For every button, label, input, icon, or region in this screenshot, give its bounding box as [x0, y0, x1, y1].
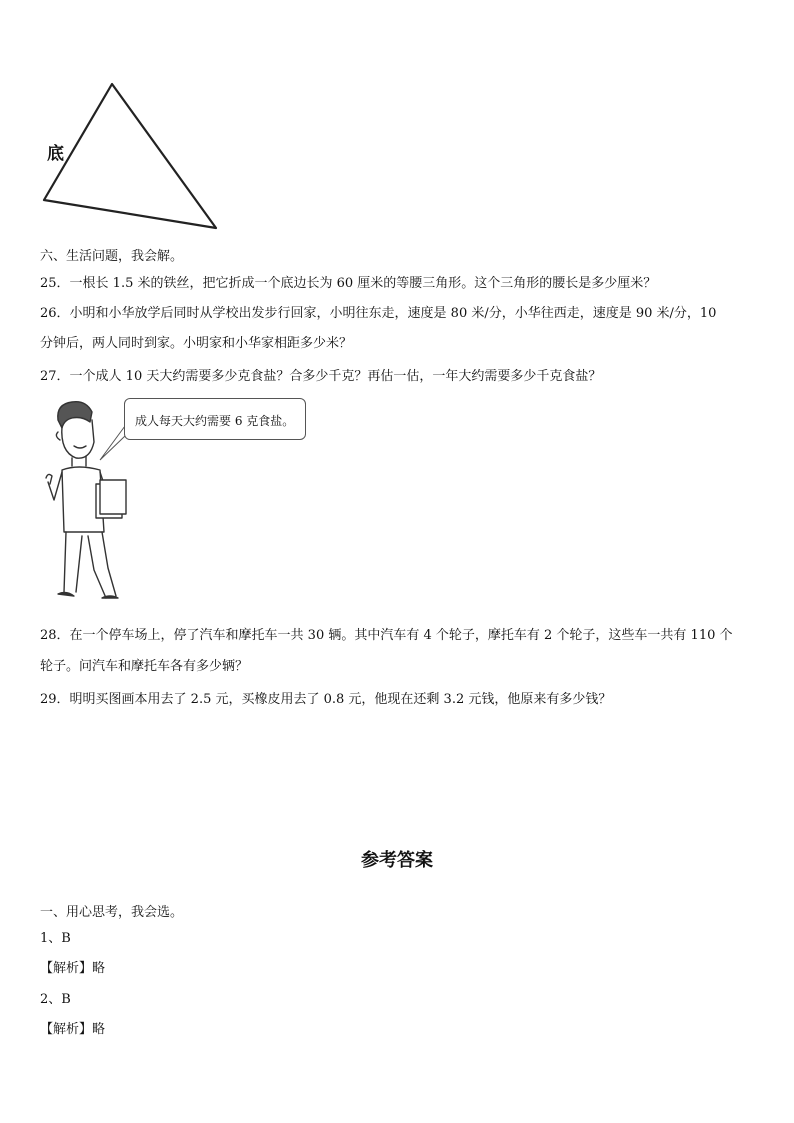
section-heading: 六、生活问题，我会解。: [40, 249, 184, 264]
answers-section-heading: 一、用心思考，我会选。: [40, 905, 184, 920]
speech-bubble-text: 成人每天大约需要 6 克食盐。: [135, 414, 295, 428]
question-26-line2: 分钟后，两人同时到家。小明家和小华家相距多少米？: [40, 336, 353, 351]
question-27: 27．一个成人 10 天大约需要多少克食盐？合多少千克？再估一估，一年大约需要多少千克食盐？: [40, 369, 602, 384]
triangle-base-label: 底: [47, 144, 64, 164]
question-25: 25．一根长 1.5 米的铁丝，把它折成一个底边长为 60 厘米的等腰三角形。这个三角形的腰长是多少厘米？: [40, 276, 657, 291]
question-28-line2: 轮子。问汽车和摩托车各有多少辆？: [40, 659, 249, 674]
question-28-line1: 28．在一个停车场上，停了汽车和摩托车一共 30 辆。其中汽车有 4 个轮子，摩托车有 2 个轮子，这些车一共有 110 个: [40, 628, 733, 643]
answer-1-analysis: 【解析】略: [40, 961, 106, 976]
answer-2: 2、B: [40, 992, 71, 1007]
triangle-figure: [40, 78, 230, 238]
question-26-line1: 26．小明和小华放学后同时从学校出发步行回家，小明往东走，速度是 80 米/分，小华往西走，速度是 90 米/分，10: [40, 306, 717, 321]
question-29: 29．明明买图画本用去了 2.5 元，买橡皮用去了 0.8 元，他现在还剩 3.2 元钱，他原来有多少钱？: [40, 692, 612, 707]
answer-2-analysis: 【解析】略: [40, 1022, 106, 1037]
answers-title: 参考答案: [361, 850, 433, 871]
answer-1: 1、B: [40, 931, 71, 946]
